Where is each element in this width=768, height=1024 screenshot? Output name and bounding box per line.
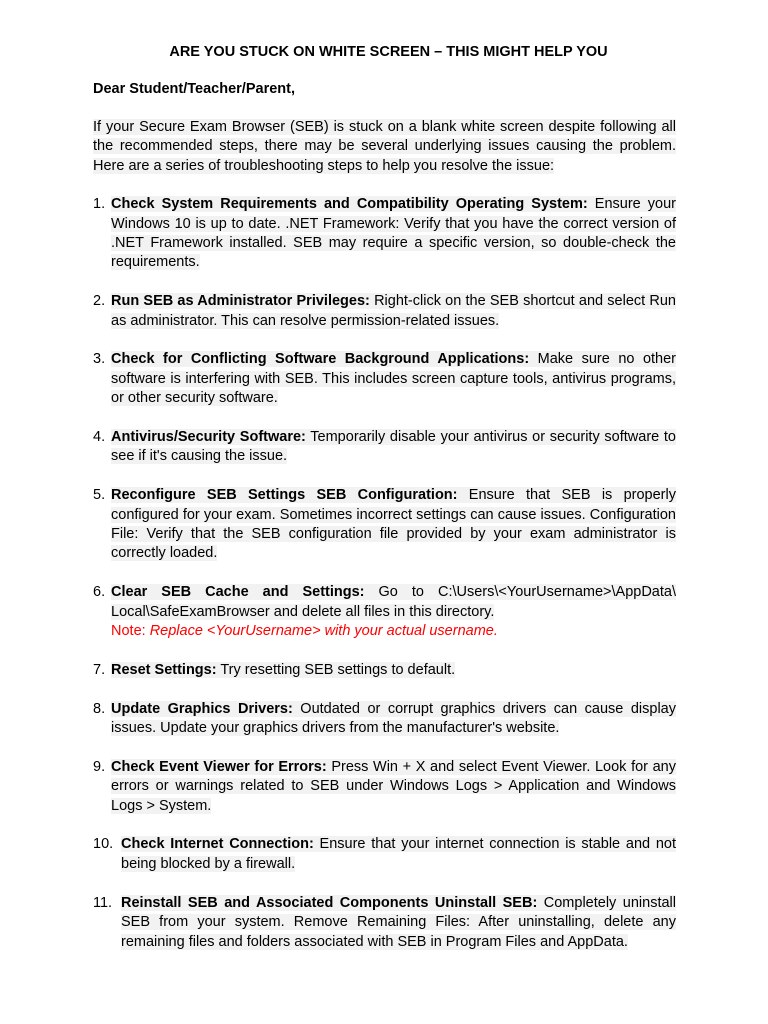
list-item (93, 428, 676, 467)
step-text: Try resetting SEB settings to default. (216, 661, 456, 678)
list-item (93, 894, 676, 952)
step-text: Make sure no other software is interfering with SEB. This includes screen capture tools, antivirus programs, or other security software. (111, 351, 676, 407)
step-heading: Antivirus/Security Software: (111, 429, 306, 446)
step-number: 7. (93, 661, 106, 678)
step-heading: Check Event Viewer for Errors: (111, 758, 327, 775)
step-text: Completely uninstall SEB from your system. Remove Remaining Files: After uninstalling, delete any remaining files and folders associated with SEB in Program Files and AppData. (121, 894, 676, 950)
note-text: Replace <YourUsername> with your actual username. (149, 623, 498, 640)
list-item (93, 195, 676, 273)
step-heading: Run SEB as Administrator Privileges: (111, 293, 370, 310)
step-number: 2. (93, 293, 106, 310)
step-heading: Reconfigure SEB Settings SEB Configuration: (111, 487, 458, 504)
page-title: ARE YOU STUCK ON WHITE SCREEN – THIS MIGHT HELP YOU (169, 44, 608, 60)
list-item (93, 350, 676, 408)
step-number: 8. (93, 700, 106, 717)
step-heading: Clear SEB Cache and Settings: (111, 584, 365, 601)
list-item (93, 835, 676, 874)
step-text: Temporarily disable your antivirus or security software to see if it's causing the issue. (111, 429, 677, 465)
step-number: 9. (93, 758, 106, 775)
step-heading: Check Internet Connection: (121, 836, 314, 853)
step-heading: Check System Requirements and Compatibility Operating System: (111, 196, 588, 213)
step-text: Ensure that SEB is properly configured for your exam. Sometimes incorrect settings can cause issues. Configuration File: Verify that the SEB configuration file provided by your exam administrator is correctly loaded. (111, 487, 676, 562)
step-heading: Check for Conflicting Software Background Applications: (111, 351, 530, 368)
intro-paragraph (93, 118, 676, 176)
step-number: 5. (93, 487, 106, 504)
list-item (93, 758, 676, 816)
step-number: 10. (93, 836, 114, 853)
note-label: Note: (111, 623, 150, 640)
step-number: 3. (93, 351, 106, 368)
step-text: Go to C:\Users\<YourUsername>\AppData\ Local\SafeExamBrowser and delete all files in this directory. (111, 584, 676, 620)
note-line (111, 622, 676, 641)
step-heading: Update Graphics Drivers: (111, 700, 293, 717)
step-text: Outdated or corrupt graphics drivers can cause display issues. Update your graphics drivers from the manufacturer's website. (111, 700, 676, 737)
step-number: 4. (93, 429, 106, 446)
list-item (93, 583, 676, 641)
step-text: Ensure your Windows 10 is up to date. .NET Framework: Verify that you have the correct version of .NET Framework installed. SEB may require a specific version, so double-check the requirements. (111, 196, 676, 271)
salutation: Dear Student/Teacher/Parent, (93, 81, 295, 97)
step-number: 6. (93, 584, 106, 601)
intro-text: If your Secure Exam Browser (SEB) is stuck on a blank white screen despite following all the recommended steps, there may be several underlying issues causing the problem. Here are a series of troubleshooting steps to help you resolve the issue: (93, 119, 676, 174)
step-heading: Reset Settings: (111, 661, 217, 678)
list-item (93, 292, 676, 331)
step-text: Press Win + X and select Event Viewer. Look for any errors or warnings related to SEB under Windows Logs > Application and Windows Logs > System. (111, 758, 676, 814)
step-number: 1. (93, 196, 106, 213)
step-text: Right-click on the SEB shortcut and select Run as administrator. This can resolve permission-related issues. (111, 293, 676, 329)
troubleshooting-steps-list (93, 195, 676, 952)
step-number: 11. (93, 894, 113, 911)
list-item (93, 486, 676, 564)
step-heading: Reinstall SEB and Associated Components Uninstall SEB: (121, 894, 538, 911)
step-text: Ensure that your internet connection is stable and not being blocked by a firewall. (121, 836, 676, 872)
list-item (93, 661, 676, 680)
list-item (93, 700, 676, 739)
